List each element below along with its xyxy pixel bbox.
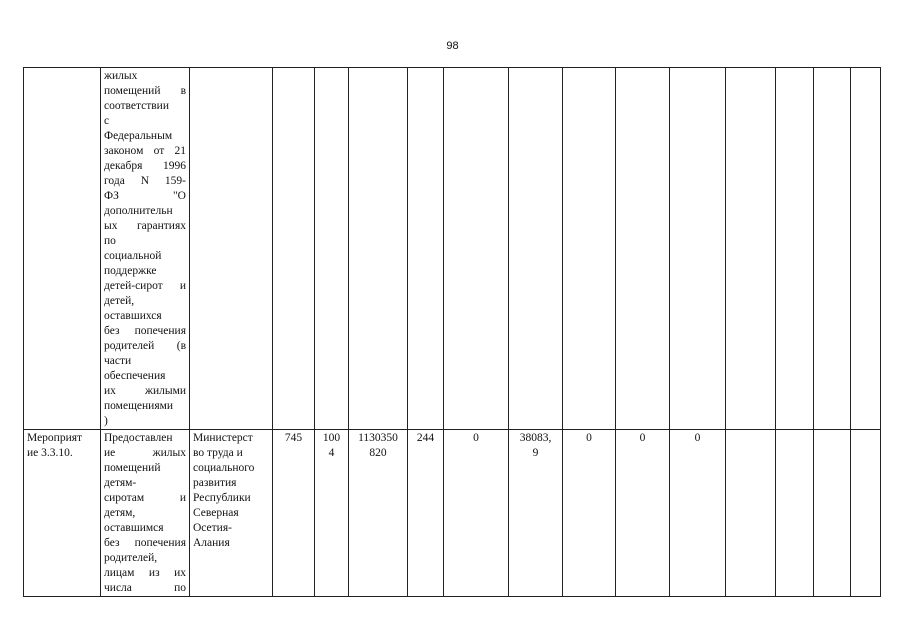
cell-value-2: [509, 68, 563, 430]
cell-value-8: [814, 68, 851, 430]
cell-value-9: [851, 68, 881, 430]
cell-value-4: [616, 68, 670, 430]
cell-value-6: [726, 430, 776, 597]
cell-value-3: 0: [563, 430, 616, 597]
budget-table: [23, 67, 881, 597]
cell-value-1: [444, 68, 509, 430]
cell-executor: [190, 68, 273, 430]
cell-vr: 244: [408, 430, 444, 597]
cell-csr: [349, 68, 408, 430]
cell-activity-name: Предоставлен ие жилых помещений детям- сиротам и детям, оставшимся без попечения родителей, лицам из их числа по: [101, 430, 190, 597]
cell-value-2: 38083, 9: [509, 430, 563, 597]
table-row-continued: [24, 68, 881, 430]
cell-value-6: [726, 68, 776, 430]
cell-vr: [408, 68, 444, 430]
cell-rzpr: 100 4: [315, 430, 349, 597]
cell-value-5: [670, 68, 726, 430]
cell-grbs: 745: [273, 430, 315, 597]
cell-rzpr: [315, 68, 349, 430]
cell-value-8: [814, 430, 851, 597]
cell-value-4: 0: [616, 430, 670, 597]
cell-value-9: [851, 430, 881, 597]
cell-code: [24, 68, 101, 430]
table-row-activity: [24, 430, 881, 597]
page-number: 98: [446, 40, 459, 52]
cell-value-1: 0: [444, 430, 509, 597]
cell-code: Мероприят ие 3.3.10.: [24, 430, 101, 597]
cell-activity-name: жилых помещений в соответствии с Федеральным законом от 21 декабря 1996 года N 159- ФЗ "О дополнительн ых гарантиях по социальной поддержке детей-сирот и детей, оставшихся без попечения родителей (в части обеспечения их жилыми помещениями ): [101, 68, 190, 430]
cell-executor: Министерст во труда и социального развития Республики Северная Осетия- Алания: [190, 430, 273, 597]
cell-grbs: [273, 68, 315, 430]
cell-value-7: [776, 430, 814, 597]
cell-value-7: [776, 68, 814, 430]
cell-value-5: 0: [670, 430, 726, 597]
cell-value-3: [563, 68, 616, 430]
cell-csr: 1130350 820: [349, 430, 408, 597]
